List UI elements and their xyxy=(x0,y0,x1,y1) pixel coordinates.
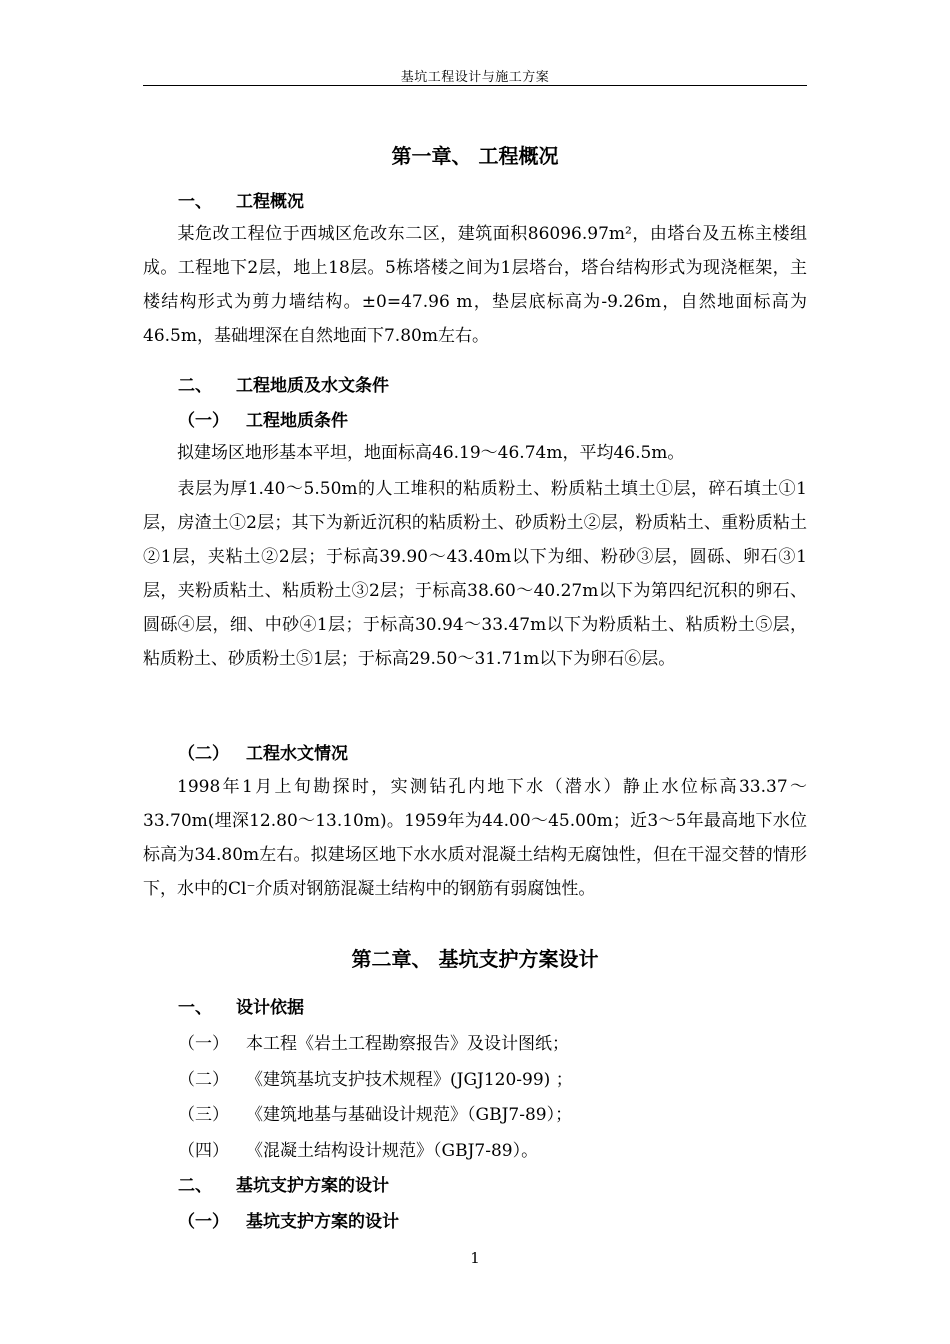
section-2-1-heading xyxy=(178,993,304,1018)
reference-number: （一） xyxy=(178,1034,229,1054)
section-title: 工程概况 xyxy=(236,192,304,212)
section-title: 设计依据 xyxy=(236,998,304,1018)
paragraph-strata xyxy=(143,472,807,676)
section-title: 工程地质及水文条件 xyxy=(236,376,389,396)
subsection-title: 工程水文情况 xyxy=(246,744,348,764)
subsection-number: （二） xyxy=(178,744,229,764)
reference-text: 《混凝土结构设计规范》（GBJ7-89）。 xyxy=(246,1141,539,1161)
section-number: 二、 xyxy=(178,376,212,396)
reference-text: 《建筑基坑支护技术规程》(JGJ120-99) ； xyxy=(246,1070,573,1090)
section-title: 基坑支护方案的设计 xyxy=(236,1176,389,1196)
paragraph-overview xyxy=(143,217,807,353)
section-number: 一、 xyxy=(178,998,212,1018)
chapter-2-title: 第二章、 基坑支护方案设计 xyxy=(351,947,599,971)
subsection-number: （一） xyxy=(178,411,229,431)
page-number: 1 xyxy=(470,1249,480,1267)
reference-item xyxy=(178,1136,538,1161)
subsection-support-design-heading xyxy=(178,1207,399,1232)
section-1-1-heading xyxy=(178,187,304,212)
section-number: 一、 xyxy=(178,192,212,212)
reference-number: （三） xyxy=(178,1105,229,1125)
section-number: 二、 xyxy=(178,1176,212,1196)
subsection-hydrology-heading xyxy=(178,739,348,764)
section-2-2-heading xyxy=(178,1171,389,1196)
reference-item xyxy=(178,1065,573,1090)
reference-number: （四） xyxy=(178,1141,229,1161)
paragraph-text: 某危改工程位于西城区危改东二区，建筑面积86096.97m²，由塔台及五栋主楼组成。工程地下2层，地上18层。5栋塔楼之间为1层塔台，塔台结构形式为现浇框架，主楼结构形式为剪力墙结构。±0=47.96 m，垫层底标高为-9.26m，自然地面标高为46.5m，基础埋深在自然地面下7.80m左右。 xyxy=(143,224,807,346)
chapter-1-title: 第一章、 工程概况 xyxy=(391,144,559,168)
paragraph-groundwater xyxy=(143,770,807,906)
paragraph-text: 表层为厚1.40～5.50m的人工堆积的粘质粉土、粉质粘土填土①层，碎石填土①1层，房渣土①2层；其下为新近沉积的粘质粉土、砂质粉土②层，粉质粘土、重粉质粘土②1层，夹粘土②2层；于标高39.90～43.40m以下为细、粉砂③层，圆砾、卵石③1层，夹粉质粘土、粘质粉土③2层；于标高38.60～40.27m以下为第四纪沉积的卵石、圆砾④层，细、中砂④1层；于标高30.94～33.47m以下为粉质粘土、粘质粉土⑤层，粘质粉土、砂质粉土⑤1层；于标高29.50～31.71m以下为卵石⑥层。 xyxy=(143,479,807,669)
subsection-title: 工程地质条件 xyxy=(246,411,348,431)
reference-item xyxy=(178,1100,572,1125)
reference-text: 《建筑地基与基础设计规范》（GBJ7-89）； xyxy=(246,1105,573,1125)
paragraph-terrain xyxy=(143,436,807,470)
paragraph-text: 1998年1月上旬勘探时，实测钻孔内地下水（潜水）静止水位标高33.37～33.70m(埋深12.80～13.10m)。1959年为44.00～45.00m；近3～5年最高地下水位标高为34.80m左右。拟建场区地下水水质对混凝土结构无腐蚀性，但在干湿交替的情形下，水中的Cl⁻介质对钢筋混凝土结构中的钢筋有弱腐蚀性。 xyxy=(143,777,807,899)
subsection-title: 基坑支护方案的设计 xyxy=(246,1212,399,1232)
section-1-2-heading xyxy=(178,371,389,396)
running-header: 基坑工程设计与施工方案 xyxy=(400,70,550,85)
reference-item xyxy=(178,1029,569,1054)
subsection-geology-heading xyxy=(178,406,348,431)
reference-text: 本工程《岩土工程勘察报告》及设计图纸； xyxy=(246,1034,569,1054)
reference-number: （二） xyxy=(178,1070,229,1090)
header-rule xyxy=(143,85,807,86)
subsection-number: （一） xyxy=(178,1212,229,1232)
paragraph-text: 拟建场区地形基本平坦，地面标高46.19～46.74m，平均46.5m。 xyxy=(177,443,685,463)
